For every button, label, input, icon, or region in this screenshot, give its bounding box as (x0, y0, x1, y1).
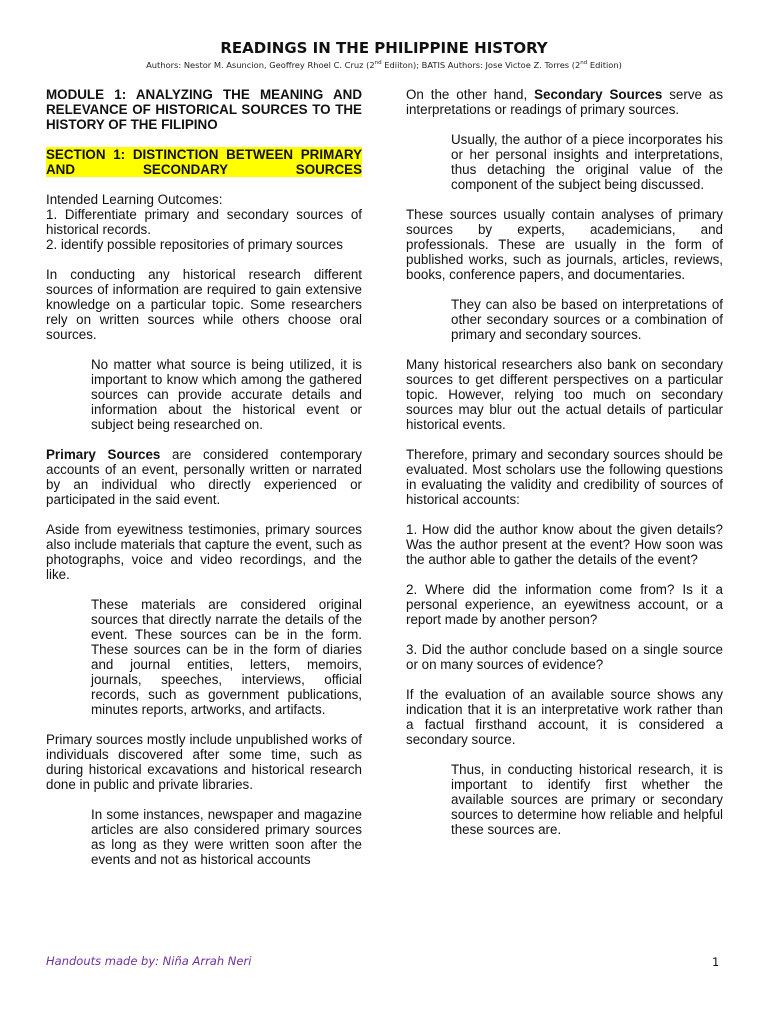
outcomes-title: Intended Learning Outcomes: (46, 192, 223, 207)
authors-prefix: Authors: Nestor M. Asuncion, Geoffrey Rhoel C. Cruz (2 (146, 60, 375, 70)
secondary-prefix: On the other hand, (406, 87, 535, 102)
outcome-1: 1. Differentiate primary and secondary sources of historical records. (46, 207, 362, 237)
paragraph-eyewitness: Aside from eyewitness testimonies, primary sources also include materials that capture the event, such as photographs, voice and video recordings, and the like. (46, 522, 362, 582)
primary-sources-term: Primary Sources (46, 447, 161, 462)
indented-paragraph-newspapers: In some instances, newspaper and magazine articles are also considered primary sources as long as they were written soon after the events and not as historical accounts (91, 807, 362, 867)
question-1: 1. How did the author know about the given details? Was the author present at the event? How soon was the author able to gather the details of the event? (406, 522, 723, 567)
authors-sup-2: nd (580, 60, 588, 67)
indented-paragraph-interpretations: They can also be based on interpretations of other secondary sources or a combination of primary and secondary sources. (451, 297, 723, 342)
authors-line (0, 60, 768, 70)
authors-suffix: Edition) (587, 60, 622, 70)
paragraph-perspectives: Many historical researchers also bank on secondary sources to get different perspectives on a particular topic. However, relying too much on secondary sources may blur out the actual details of particular historical events. (406, 357, 723, 432)
secondary-sources-term: Secondary Sources (534, 87, 663, 102)
question-2: 2. Where did the information come from? Is it a personal experience, an eyewitness account, or a report made by another person? (406, 582, 723, 627)
section-heading (46, 147, 362, 177)
authors-sup-1: nd (374, 60, 382, 67)
paragraph-primary-definition (46, 447, 362, 507)
indented-paragraph-conclusion: Thus, in conducting historical research, it is important to identify first whether the available sources are primary or secondary sources to determine how reliable and helpful these sources are. (451, 762, 723, 837)
indented-paragraph-author-insights: Usually, the author of a piece incorporates his or her personal insights and interpretations, thus detaching the original value of the component of the subject being discussed. (451, 132, 723, 192)
paragraph-evaluation: Therefore, primary and secondary sources should be evaluated. Most scholars use the following questions in evaluating the validity and credibility of sources of historical accounts: (406, 447, 723, 507)
footer-credit: Handouts made by: Niña Arrah Neri (46, 954, 252, 968)
paragraph-interpretative-work: If the evaluation of an available source shows any indication that it is an interpretative work rather than a factual firsthand account, it is considered a secondary source. (406, 687, 723, 747)
paragraph-secondary-definition (406, 87, 723, 117)
left-column (46, 87, 362, 882)
right-column (406, 87, 723, 852)
paragraph-research-sources: In conducting any historical research different sources of information are required to gain extensive knowledge on a particular topic. Some researchers rely on written sources while others choose oral sources. (46, 267, 362, 342)
question-3: 3. Did the author conclude based on a single source or on many sources of evidence? (406, 642, 723, 672)
secondary-sources-definition: serve as interpretations or readings of primary sources. (406, 87, 724, 117)
primary-sources-definition: are considered contemporary accounts of an event, personally written or narrated by an individual who directly experienced or participated in the said event. (46, 447, 362, 507)
paragraph-unpublished-works: Primary sources mostly include unpublished works of individuals discovered after some time, such as during historical excavations and historical research done in public and private libraries. (46, 732, 362, 792)
authors-mid: Ediiton); BATIS Authors: Jose Victoe Z. Torres (2 (381, 60, 581, 70)
outcome-2: 2. identify possible repositories of primary sources (46, 237, 343, 252)
page-number: 1 (712, 955, 720, 969)
section-heading-text: SECTION 1: DISTINCTION BETWEEN PRIMARY AND SECONDARY SOURCES (46, 147, 362, 177)
indented-paragraph-accuracy: No matter what source is being utilized, it is important to know which among the gathered sources can provide accurate details and information about the historical event or subject being researched on. (91, 357, 362, 432)
document-title: READINGS IN THE PHILIPPINE HISTORY (220, 39, 548, 57)
paragraph-analyses: These sources usually contain analyses of primary sources by experts, academicians, and professionals. These are usually in the form of published works, such as journals, articles, reviews, books, conference papers, and documentaries. (406, 207, 723, 282)
module-heading: MODULE 1: ANALYZING THE MEANING AND RELEVANCE OF HISTORICAL SOURCES TO THE HISTORY OF THE FILIPINO (46, 87, 362, 132)
indented-paragraph-original-sources: These materials are considered original sources that directly narrate the details of the event. These sources can be in the form. These sources can be in the form of diaries and journal entities, letters, memoirs, journals, speeches, interviews, official records, such as government publications, minutes reports, artworks, and artifacts. (91, 597, 362, 717)
